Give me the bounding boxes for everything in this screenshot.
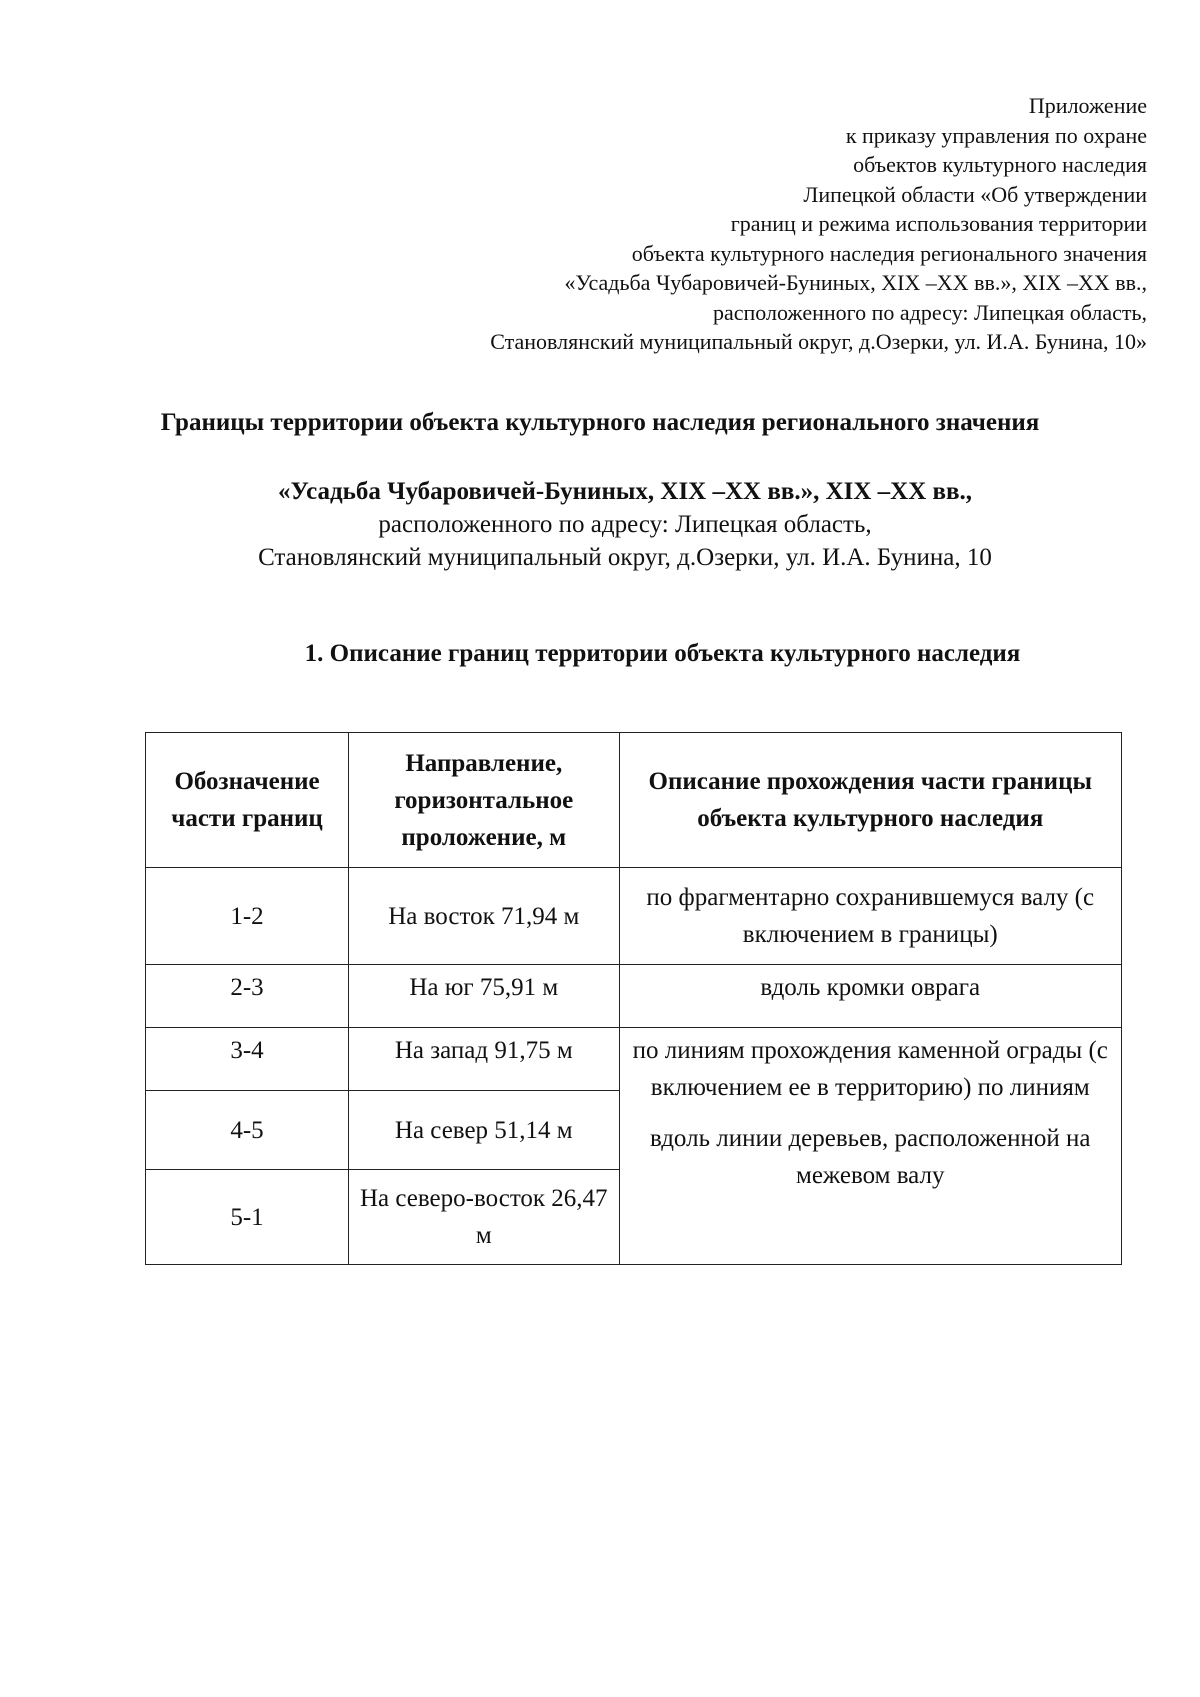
cell-part: 5-1 [146, 1170, 349, 1265]
table-row [146, 868, 1122, 965]
appendix-header [247, 91, 1147, 357]
appendix-line: объекта культурного наследия регионального значения [631, 240, 1147, 266]
cell-description-merged [619, 1028, 1122, 1265]
address-line-1: расположенного по адресу: Липецкая область, [378, 511, 872, 538]
header-direction: Направление, горизонтальное проложение, м [349, 733, 619, 868]
cell-part: 1-2 [146, 868, 349, 965]
section-heading: 1. Описание границ территории объекта культурного наследия [304, 640, 1021, 667]
cell-description: вдоль кромки оврага [619, 965, 1122, 1028]
document-title: Границы территории объекта культурного наследия регионального значения [160, 409, 1040, 436]
cell-direction: На запад 91,75 м [349, 1028, 619, 1091]
appendix-line: расположенного по адресу: Липецкая область, [712, 299, 1147, 325]
merged-description-1: по линиям прохождения каменной ограды (с включением ее в территорию) по линиям [632, 1037, 1108, 1101]
cell-description: по фрагментарно сохранившемуся валу (с включением в границы) [619, 868, 1122, 965]
cell-direction: На юг 75,91 м [349, 965, 619, 1028]
table-header-row [146, 733, 1122, 868]
header-part-designation: Обозначение части границ [146, 733, 349, 868]
appendix-line: к приказу управления по охране [845, 122, 1147, 148]
table-row [146, 1028, 1122, 1091]
appendix-line: Становлянский муниципальный округ, д.Озерки, ул. И.А. Бунина, 10» [490, 329, 1147, 354]
cell-part: 2-3 [146, 965, 349, 1028]
object-name: «Усадьба Чубаровичей-Буниных, XIX –XX вв.», XIX –XX вв., [277, 478, 973, 505]
appendix-line: Липецкой области «Об утверждении [803, 181, 1147, 207]
borders-table [145, 732, 1122, 1265]
cell-direction: На восток 71,94 м [349, 868, 619, 965]
appendix-line: границ и режима использования территории [730, 211, 1147, 236]
cell-direction: На север 51,14 м [349, 1091, 619, 1170]
header-description: Описание прохождения части границы объекта культурного наследия [619, 733, 1122, 868]
object-title-block [60, 475, 1190, 574]
cell-direction: На северо-восток 26,47 м [349, 1170, 619, 1265]
cell-part: 3-4 [146, 1028, 349, 1091]
appendix-line: объектов культурного наследия [853, 152, 1147, 177]
cell-part: 4-5 [146, 1091, 349, 1170]
appendix-line: Приложение [1028, 93, 1147, 118]
address-line-2: Становлянский муниципальный округ, д.Озерки, ул. И.А. Бунина, 10 [258, 544, 992, 571]
appendix-line: «Усадьба Чубаровичей-Буниных, XIX –XX вв.», XIX –XX вв., [564, 270, 1147, 295]
merged-description-2: вдоль линии деревьев, расположенной на межевом валу [650, 1125, 1091, 1189]
table-row [146, 965, 1122, 1028]
